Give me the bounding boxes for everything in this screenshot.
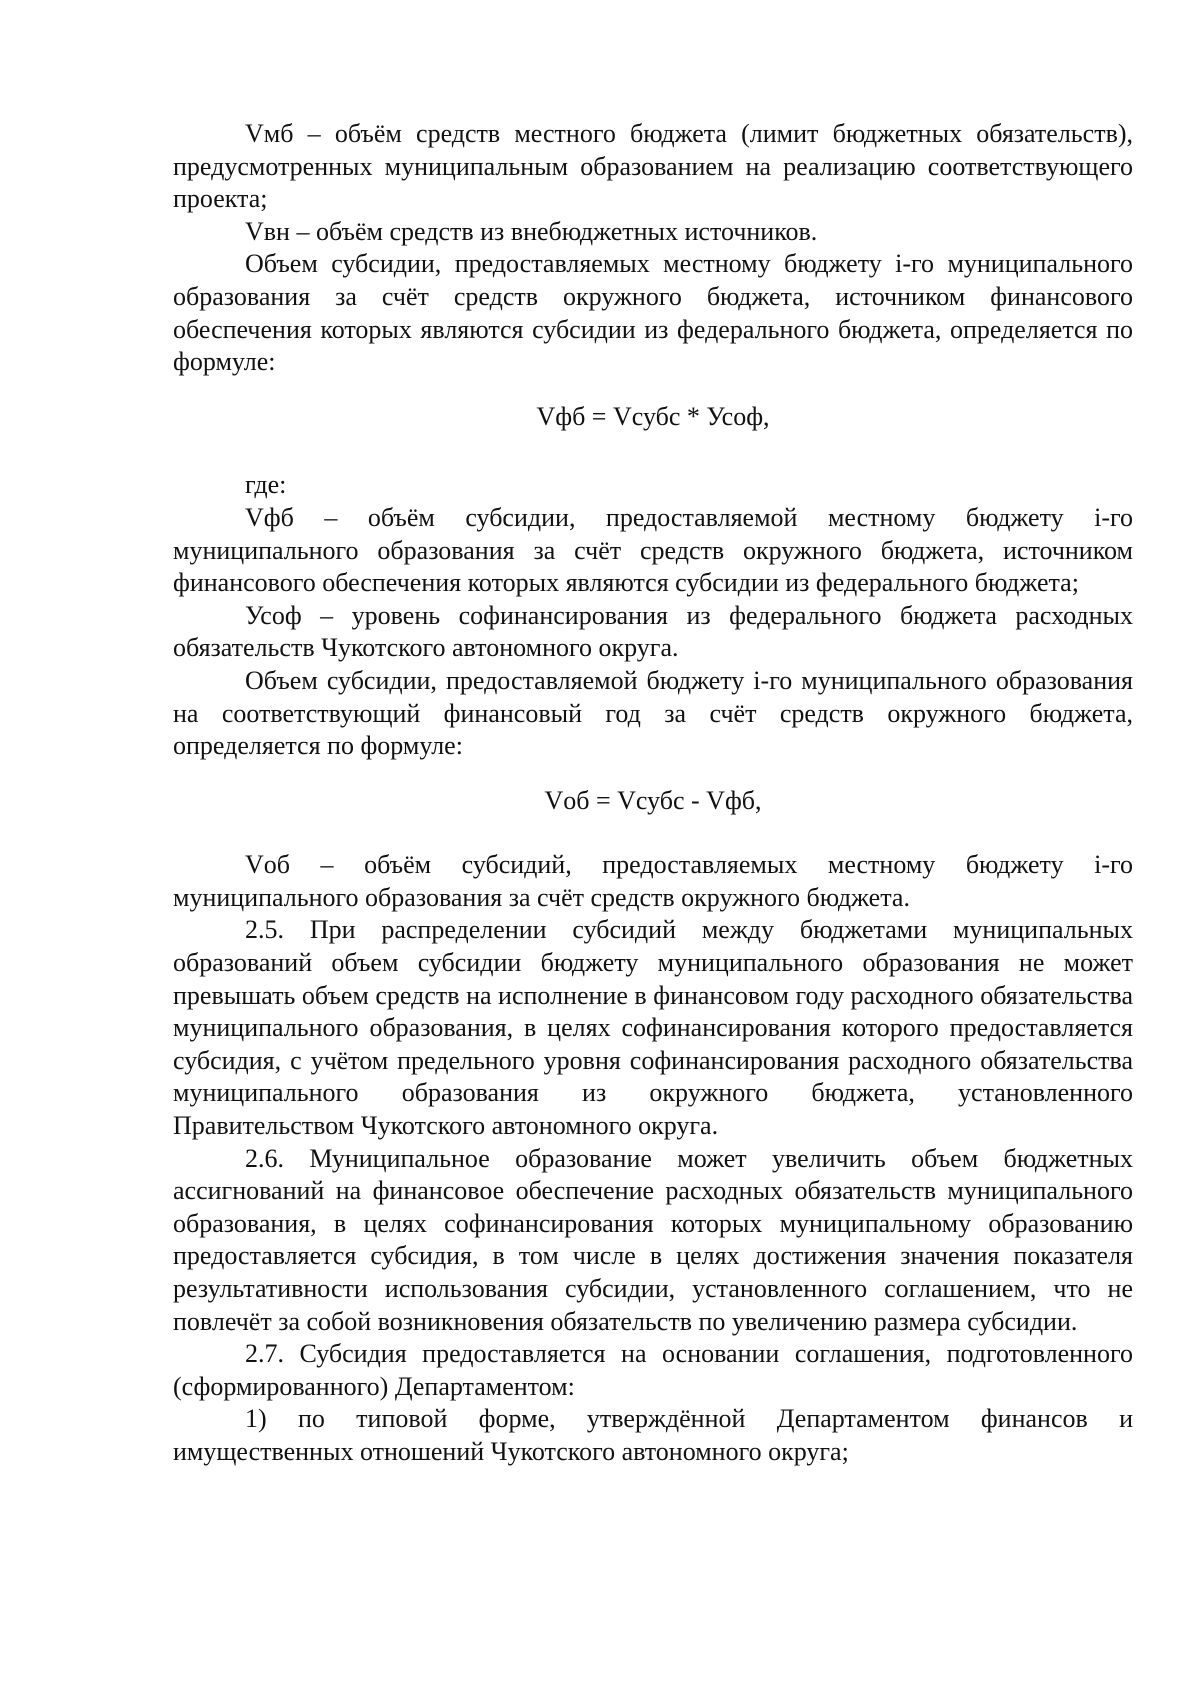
paragraph-vfb-definition: Vфб – объём субсидии, предоставляемой местному бюджету i-го муниципального образования за счёт средств окружного бюджета, источником финансового обеспечения которых являются субсидии из федерального бюджета;	[173, 502, 1133, 598]
paragraph-section-2-5: 2.5. При распределении субсидий между бюджетами муниципальных образований объем субсидии бюджету муниципального образования не может превышать объем средств на исполнение в финансовом году расходного обязательства муниципального образования, в целях софинансирования которого предоставляется субсидия, с учётом предельного уровня софинансирования расходного обязательства муниципального образования из окружного бюджета, установленного Правительством Чукотского автономного округа.	[173, 915, 1133, 1141]
paragraph-district-subsidy-intro: Объем субсидии, предоставляемой бюджету i-го муниципального образования на соответствующий финансовый год за счёт средств окружного бюджета, определяется по формуле:	[173, 665, 1133, 761]
paragraph-usof-definition: Усоф – уровень софинансирования из федерального бюджета расходных обязательств Чукотского автономного округа.	[173, 600, 1133, 663]
document-text	[173, 118, 1133, 1469]
formula-vfb: Vфб = Vсубс * Усоф,	[536, 401, 770, 431]
paragraph-section-2-6: 2.6. Муниципальное образование может увеличить объем бюджетных ассигнований на финансовое обеспечение расходных обязательств муниципального образования, в целях софинансирования которых муниципальному образованию предоставляется субсидия, в том числе в целях достижения значения показателя результативности использования субсидии, установленного соглашением, что не повлечёт за собой возникновения обязательств по увеличению размера субсидии.	[173, 1143, 1133, 1336]
formula-vob: Vоб = Vсубс - Vфб,	[544, 785, 762, 815]
paragraph-federal-subsidy-intro: Объем субсидии, предоставляемых местному бюджету i-го муниципального образования за счёт средств окружного бюджета, источником финансового обеспечения которых являются субсидии из федерального бюджета, определяется по формуле:	[173, 249, 1133, 377]
paragraph-where: где:	[245, 470, 287, 500]
paragraph-vvn-definition: Vвн – объём средств из внебюджетных источников.	[245, 216, 818, 246]
paragraph-vmb-definition: Vмб – объём средств местного бюджета (лимит бюджетных обязательств), предусмотренных муниципальным образованием на реализацию соответствующего проекта;	[173, 119, 1133, 214]
paragraph-item-1: 1) по типовой форме, утверждённой Департаментом финансов и имущественных отношений Чукотского автономного округа;	[173, 1404, 1133, 1466]
paragraph-section-2-7: 2.7. Субсидия предоставляется на основании соглашения, подготовленного (сформированного) Департаментом:	[173, 1339, 1133, 1401]
paragraph-vob-definition: Vоб – объём субсидий, предоставляемых местному бюджету i-го муниципального образования за счёт средств окружного бюджета.	[173, 850, 1133, 912]
